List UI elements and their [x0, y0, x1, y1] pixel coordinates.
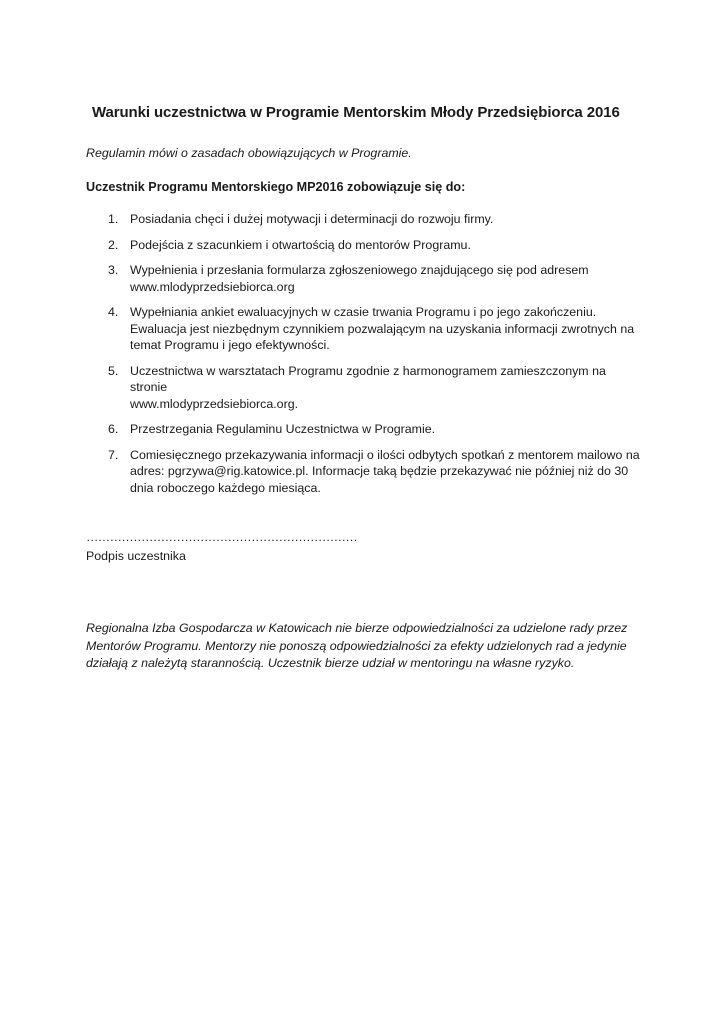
list-item — [86, 262, 646, 295]
disclaimer-text: Regionalna Izba Gospodarcza w Katowicach nie bierze odpowiedzialności za udzielone rady przez Mentorów Programu. Mentorzy nie ponoszą odpowiedzialności za efekty udzielonych rad a jedynie działają z należytą starannością. Uczestnik bierze udział w mentoringu na własne ryzyko. — [86, 621, 628, 670]
obligations-list — [86, 211, 646, 505]
list-item-number: 7. — [108, 447, 119, 462]
list-item-text: Wypełnienia i przesłania formularza zgłoszeniowego znajdującego się pod adresem www.mlodyprzedsiebiorca.org — [130, 263, 589, 294]
list-item-number: 4. — [108, 305, 119, 319]
document-title: Warunki uczestnictwa w Programie Mentorskim Młody Przedsiębiorca 2016 — [92, 104, 620, 121]
list-item-number: 1. — [108, 212, 119, 226]
list-item-text: Posiadania chęci i dużej motywacji i determinacji do rozwoju firmy. — [130, 212, 494, 226]
signature-label: Podpis uczestnika — [86, 549, 186, 563]
list-item — [86, 363, 646, 413]
list-item-text: Uczestnictwa w warsztatach Programu zgodnie z harmonogramem zamieszczonym na stronie www.mlodyprzedsiebiorca.org. — [130, 363, 606, 411]
list-item-text: Comiesięcznego przekazywania informacji o ilości odbytych spotkań z mentorem mailowo na adres: pgrzywa@rig.katowice.pl. Informacje taką będzie przekazywać nie później niż do 30 dnia roboczego każdego miesiąca. — [130, 447, 640, 495]
obligations-heading: Uczestnik Programu Mentorskiego MP2016 zobowiązuje się do: — [86, 180, 466, 194]
list-item-number: 2. — [108, 237, 119, 252]
list-item-number: 6. — [108, 422, 119, 436]
list-item-number: 5. — [108, 363, 119, 378]
list-item — [86, 237, 646, 254]
list-item-text: Podejścia z szacunkiem i otwartością do mentorów Programu. — [130, 237, 471, 252]
list-item — [86, 447, 646, 497]
intro-text: Regulamin mówi o zasadach obowiązujących w Programie. — [86, 146, 412, 160]
list-item — [86, 304, 646, 354]
list-item — [86, 211, 646, 228]
list-item-number: 3. — [108, 263, 119, 277]
signature-line: …………………………………………………………… — [86, 530, 358, 544]
list-item — [86, 421, 646, 438]
list-item-text: Wypełniania ankiet ewaluacyjnych w czasie trwania Programu i po jego zakończeniu. Ewaluacja jest niezbędnym czynnikiem pozwalającym na uzyskania informacji zwrotnych na temat Programu i jego efektywności. — [130, 305, 635, 352]
list-item-text: Przestrzegania Regulaminu Uczestnictwa w Programie. — [130, 422, 436, 436]
